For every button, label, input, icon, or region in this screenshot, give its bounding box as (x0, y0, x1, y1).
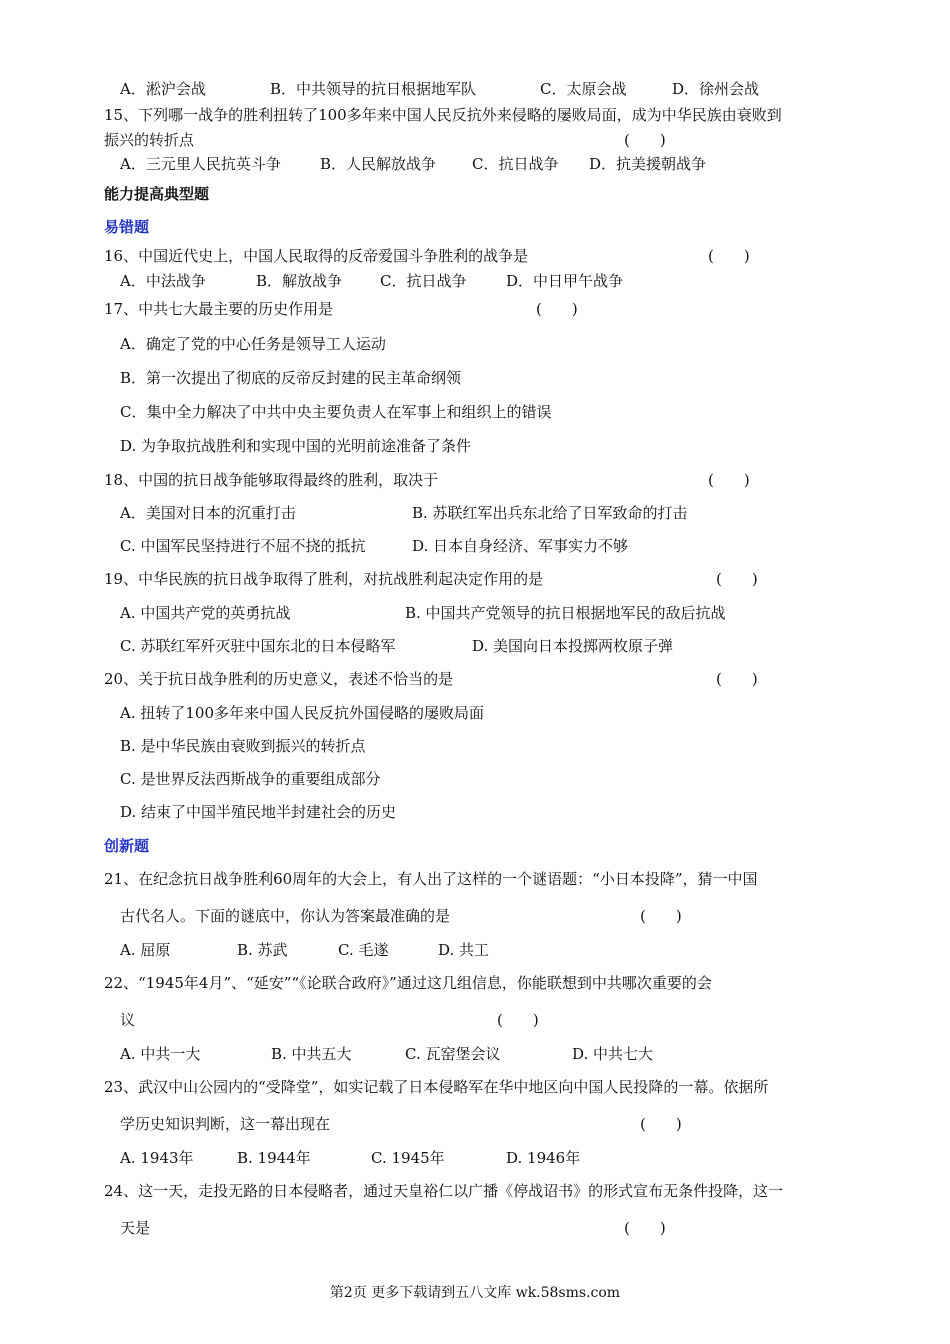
q22-line1: 22、“1945年4月”、“延安”“《论联合政府》”通过这几组信息，你能联想到中共哪次重要的会 (104, 974, 712, 992)
q20-text: 20、关于抗日战争胜利的历史意义，表述不恰当的是 (104, 670, 454, 688)
q22-answer-paren: ( ) (497, 1011, 539, 1029)
q16-option-c: C．抗日战争 (380, 272, 467, 290)
q21-option-c: C. 毛遂 (338, 941, 389, 959)
q17-text: 17、中共七大最主要的历史作用是 (104, 300, 334, 318)
q17-answer-paren: ( ) (536, 300, 578, 318)
q22-option-c: C. 瓦窑堡会议 (405, 1045, 501, 1063)
q18-answer-paren: ( ) (708, 471, 750, 489)
q18-text: 18、中国的抗日战争能够取得最终的胜利，取决于 (104, 471, 439, 489)
q22-option-b: B. 中共五大 (271, 1045, 352, 1063)
q15-answer-paren: ( ) (624, 131, 666, 149)
q19-option-b: B. 中国共产党领导的抗日根据地军民的敌后抗战 (405, 604, 726, 622)
q17-option-a: A．确定了党的中心任务是领导工人运动 (120, 335, 386, 353)
q15-option-b: B．人民解放战争 (320, 155, 437, 173)
q21-line2: 古代名人。下面的谜底中，你认为答案最准确的是 (120, 907, 451, 925)
q15-option-c: C．抗日战争 (472, 155, 559, 173)
q23-option-b: B. 1944年 (237, 1149, 311, 1167)
q15-option-d: D．抗美援朝战争 (589, 155, 707, 173)
q22-option-a: A. 中共一大 (120, 1045, 201, 1063)
q21-option-a: A. 屈原 (120, 941, 171, 959)
q19-option-d: D. 美国向日本投掷两枚原子弹 (472, 637, 674, 655)
q19-option-a: A. 中国共产党的英勇抗战 (120, 604, 291, 622)
q19-text: 19、中华民族的抗日战争取得了胜利，对抗战胜利起决定作用的是 (104, 570, 544, 588)
q21-line1: 21、在纪念抗日战争胜利60周年的大会上，有人出了这样的一个谜语题：“小日本投降”，猜一中国 (104, 870, 758, 888)
q20-option-c: C. 是世界反法西斯战争的重要组成部分 (120, 770, 381, 788)
q14-option-a: A．淞沪会战 (120, 80, 206, 98)
q17-option-c: C．集中全力解决了中共中央主要负责人在军事上和组织上的错误 (120, 403, 552, 421)
page-footer: 第2页 更多下载请到五八文库 wk.58sms.com (329, 1285, 621, 1301)
section-title: 能力提高典型题 (104, 185, 210, 203)
q17-option-b: B．第一次提出了彻底的反帝反封建的民主革命纲领 (120, 369, 462, 387)
q20-option-d: D. 结束了中国半殖民地半封建社会的历史 (120, 803, 397, 821)
q18-option-a: A．美国对日本的沉重打击 (120, 504, 296, 522)
q20-option-b: B. 是中华民族由衰败到振兴的转折点 (120, 737, 366, 755)
q22-option-d: D. 中共七大 (572, 1045, 654, 1063)
q20-option-a: A. 扭转了100多年来中国人民反抗外国侵略的屡败局面 (120, 704, 485, 722)
q19-option-c: C. 苏联红军歼灭驻中国东北的日本侵略军 (120, 637, 396, 655)
q23-answer-paren: ( ) (640, 1115, 682, 1133)
q14-option-b: B．中共领导的抗日根据地军队 (270, 80, 477, 98)
q19-answer-paren: ( ) (716, 570, 758, 588)
q23-option-c: C. 1945年 (371, 1149, 445, 1167)
q18-option-c: C. 中国军民坚持进行不屈不挠的抵抗 (120, 537, 366, 555)
q18-option-b: B. 苏联红军出兵东北给了日军致命的打击 (412, 504, 688, 522)
q16-option-b: B．解放战争 (256, 272, 343, 290)
q21-option-d: D. 共工 (438, 941, 490, 959)
q20-answer-paren: ( ) (716, 670, 758, 688)
q23-line2: 学历史知识判断，这一幕出现在 (120, 1115, 331, 1133)
q24-line2: 天是 (120, 1219, 151, 1237)
q16-text: 16、中国近代史上，中国人民取得的反帝爱国斗争胜利的战争是 (104, 247, 529, 265)
subsection-innovation-title: 创新题 (104, 837, 150, 855)
q16-option-a: A．中法战争 (120, 272, 206, 290)
q16-answer-paren: ( ) (708, 247, 750, 265)
q17-option-d: D. 为争取抗战胜利和实现中国的光明前途准备了条件 (120, 437, 472, 455)
q24-line1: 24、这一天，走投无路的日本侵略者，通过天皇裕仁以广播《停战诏书》的形式宣布无条件投降，这一 (104, 1182, 784, 1200)
q18-option-d: D. 日本自身经济、军事实力不够 (412, 537, 629, 555)
q14-option-d: D．徐州会战 (672, 80, 760, 98)
q23-line1: 23、武汉中山公园内的“受降堂”，如实记载了日本侵略军在华中地区向中国人民投降的一幕。依据所 (104, 1078, 769, 1096)
subsection-easy-title: 易错题 (104, 218, 150, 236)
q15-option-a: A．三元里人民抗英斗争 (120, 155, 281, 173)
q23-option-d: D. 1946年 (506, 1149, 581, 1167)
q14-option-c: C．太原会战 (540, 80, 627, 98)
q15-line2: 振兴的转折点 (104, 131, 195, 149)
q22-line2: 议 (120, 1011, 136, 1029)
q21-option-b: B. 苏武 (237, 941, 288, 959)
q24-answer-paren: ( ) (624, 1219, 666, 1237)
q23-option-a: A. 1943年 (120, 1149, 194, 1167)
q15-line1: 15、下列哪一战争的胜利扭转了100多年来中国人民反抗外来侵略的屡败局面，成为中华民族由衰败到 (104, 106, 782, 124)
q16-option-d: D．中日甲午战争 (506, 272, 624, 290)
q21-answer-paren: ( ) (640, 907, 682, 925)
